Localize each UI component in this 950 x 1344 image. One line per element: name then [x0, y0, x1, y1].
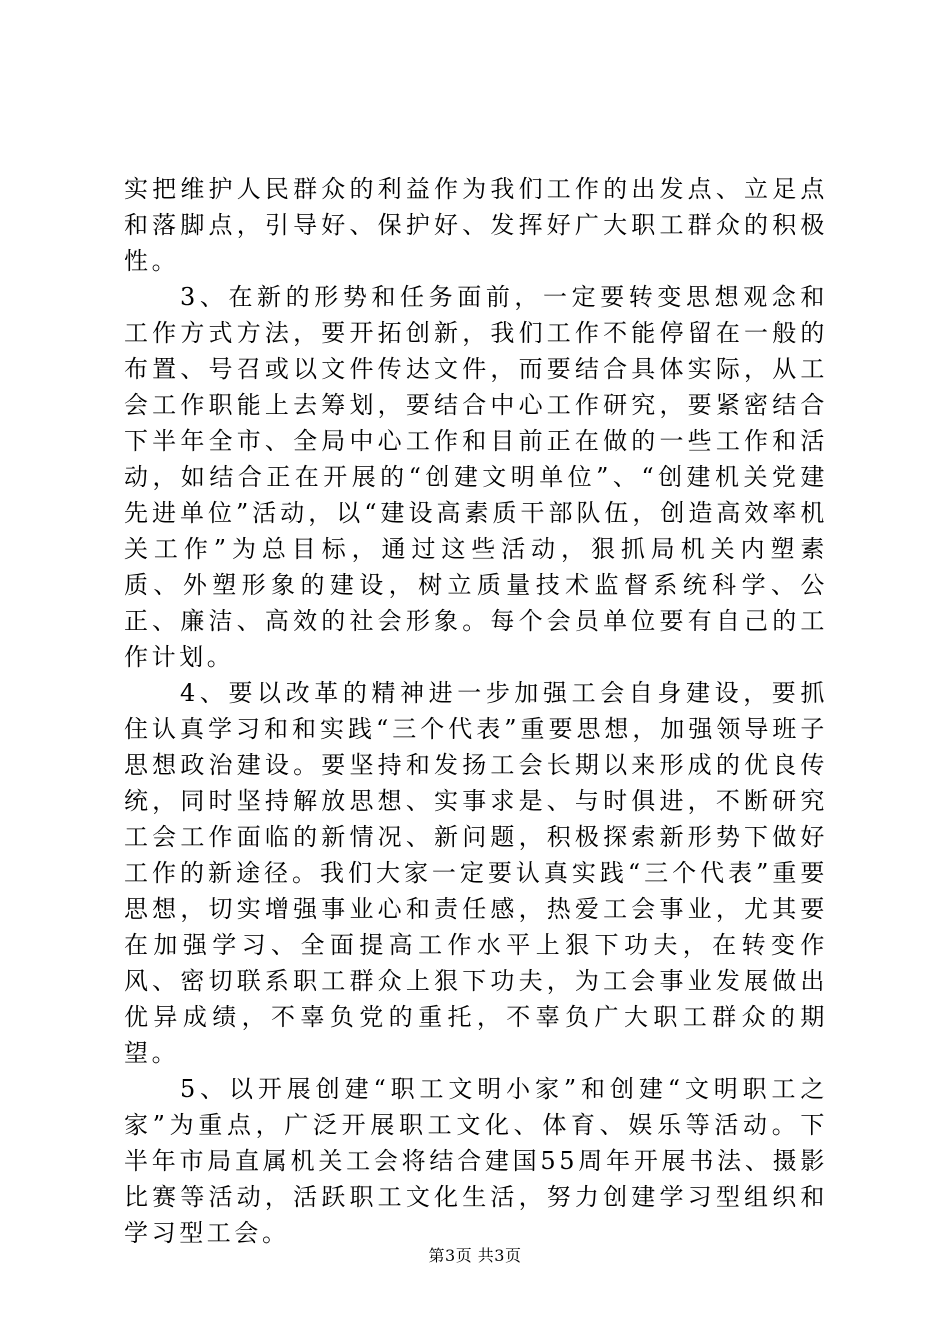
paragraph-continued: 实把维护人民群众的利益作为我们工作的出发点、立足点和落脚点，引导好、保护好、发挥好广大职工群众的积极性。 — [124, 175, 828, 275]
paragraph-item-3: 3、在新的形势和任务面前，一定要转变思想观念和工作方式方法，要开拓创新，我们工作不能停留在一般的布置、号召或以文件传达文件，而要结合具体实际，从工会工作职能上去筹划，要结合中心工作研究，要紧密结合下半年全市、全局中心工作和目前正在做的一些工作和活动，如结合正在开展的“创建文明单位”、“创建机关党建先进单位”活动，以“建设高素质干部队伍，创造高效率机关工作”为总目标，通过这些活动，狠抓局机关内塑素质、外塑形象的建设，树立质量技术监督系统科学、公正、廉洁、高效的社会形象。每个会员单位要有自己的工作计划。 — [124, 283, 828, 671]
paragraph-item-5: 5、以开展创建“职工文明小家”和创建“文明职工之家”为重点，广泛开展职工文化、体育、娱乐等活动。下半年市局直属机关工会将结合建国55周年开展书法、摄影比赛等活动，活跃职工文化生活，努力创建学习型组织和学习型工会。 — [124, 1075, 828, 1247]
paragraph-item-4: 4、要以改革的精神进一步加强工会自身建设，要抓住认真学习和和实践“三个代表”重要思想，加强领导班子思想政治建设。要坚持和发扬工会长期以来形成的优良传统，同时坚持解放思想、实事求是、与时俱进，不断研究工会工作面临的新情况、新问题，积极探索新形势下做好工作的新途径。我们大家一定要认真实践“三个代表”重要思想，切实增强事业心和责任感，热爱工会事业，尤其要在加强学习、全面提高工作水平上狠下功夫，在转变作风、密切联系职工群众上狠下功夫，为工会事业发展做出优异成绩，不辜负党的重托，不辜负广大职工群众的期望。 — [124, 679, 828, 1067]
page-number-footer: 第3页 共3页 — [428, 1246, 522, 1265]
document-body — [124, 171, 828, 1251]
